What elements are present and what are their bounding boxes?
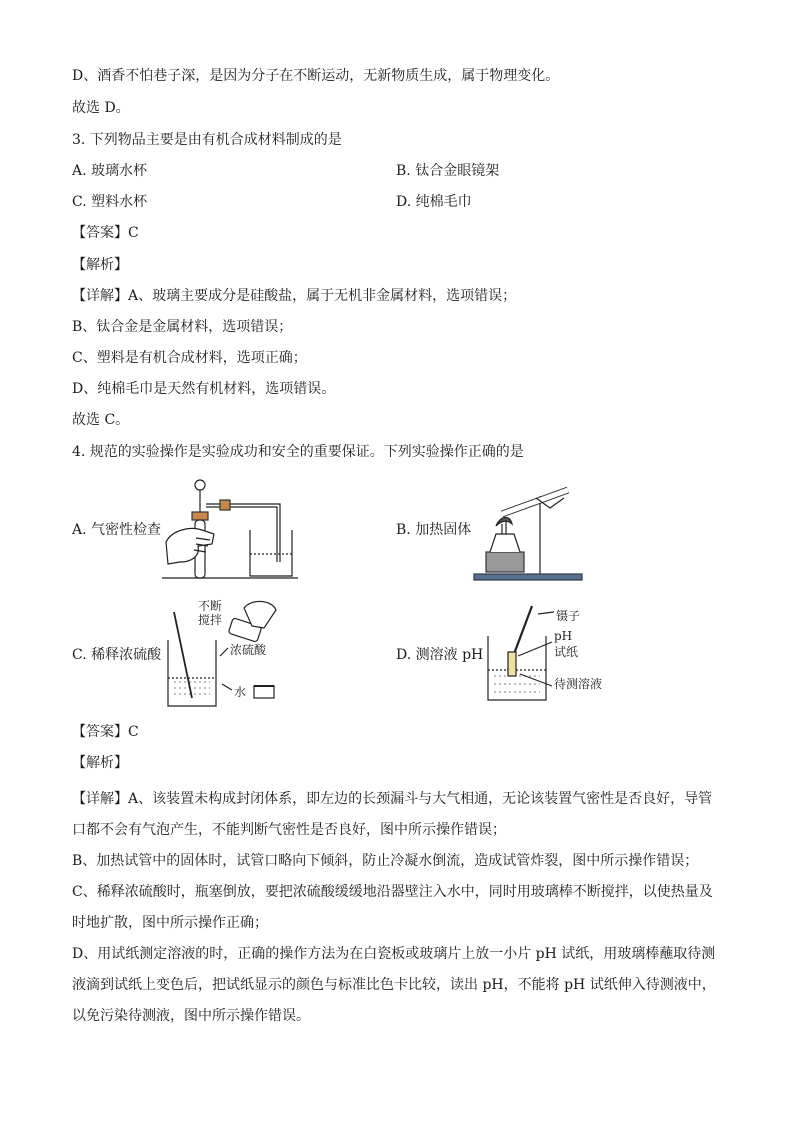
label-ph: pH <box>554 629 573 643</box>
option-4c: C. 稀释浓硫酸 <box>72 647 162 663</box>
explanation-4-d: D、用试纸测定溶液的时，正确的操作方法为在白瓷板或玻璃片上放一小片 pH 试纸，用玻璃棒蘸取待测液滴到试纸上变色后，把试纸显示的颜色与标准比色卡比较，读出 pH，不能将 pH 试纸伸入待测液中，以免污染待测液，图中所示操作错误。 <box>72 946 716 1024</box>
option-4a: A. 气密性检查 <box>72 522 162 538</box>
label-tweezers: 镊子 <box>556 609 581 623</box>
label-test-paper: 试纸 <box>554 645 579 659</box>
figure-heating-solid <box>472 474 586 582</box>
answer-4: 【答案】C <box>72 724 139 740</box>
label-stir-line2: 搅拌 <box>198 613 223 627</box>
figure-measuring-ph <box>484 604 614 704</box>
explanation-3-a: 【详解】A、玻璃主要成分是硅酸盐，属于无机非金属材料，选项错误； <box>72 288 517 304</box>
explanation-4-b: B、加热试管中的固体时，试管口略向下倾斜，防止冷凝水倒流，造成试管炸裂，图中所示操作错误； <box>72 853 699 869</box>
option-4d: D. 测溶液 pH <box>396 647 484 663</box>
option-4b: B. 加热固体 <box>396 522 472 538</box>
answer-3: 【答案】C <box>72 225 139 241</box>
label-conc-acid: 浓硫酸 <box>230 643 267 657</box>
option-3d: D. 纯棉毛巾 <box>396 194 472 210</box>
explanation-3-conclusion: 故选 C。 <box>72 412 130 428</box>
text-line: D、酒香不怕巷子深，是因为分子在不断运动，无新物质生成，属于物理变化。 <box>72 68 560 84</box>
text-line: 故选 D。 <box>72 100 130 116</box>
label-water: 水 <box>234 685 247 699</box>
explanation-4-c: C、稀释浓硫酸时，瓶塞倒放，要把浓硫酸缓缓地沿器壁注入水中，同时用玻璃棒不断搅拌，以使热量及时地扩散，图中所示操作正确； <box>72 884 713 931</box>
question-4-stem: 4. 规范的实验操作是实验成功和安全的重要保证。下列实验操作正确的是 <box>72 444 524 460</box>
figure-airtightness-check <box>162 476 298 582</box>
question-3-stem: 3. 下列物品主要是由有机合成材料制成的是 <box>72 132 342 148</box>
label-stir-line1: 不断 <box>198 599 223 613</box>
option-3b: B. 钛合金眼镜架 <box>396 163 500 179</box>
option-3c: C. 塑料水杯 <box>72 194 148 210</box>
explanation-3-d: D、纯棉毛巾是天然有机材料，选项错误。 <box>72 381 336 397</box>
analysis-heading-4: 【解析】 <box>72 755 128 771</box>
figure-diluting-acid <box>160 598 300 710</box>
analysis-heading-3: 【解析】 <box>72 257 128 273</box>
label-test-solution: 待测溶液 <box>554 677 603 691</box>
option-3a: A. 玻璃水杯 <box>72 163 148 179</box>
explanation-3-b: B、钛合金是金属材料，选项错误； <box>72 319 293 335</box>
explanation-3-c: C、塑料是有机合成材料，选项正确； <box>72 350 307 366</box>
explanation-4-a: 【详解】A、该装置未构成封闭体系，即左边的长颈漏斗与大气相通，无论该装置气密性是否良好，导管口都不会有气泡产生，不能判断气密性是否良好，图中所示操作错误； <box>72 791 713 838</box>
